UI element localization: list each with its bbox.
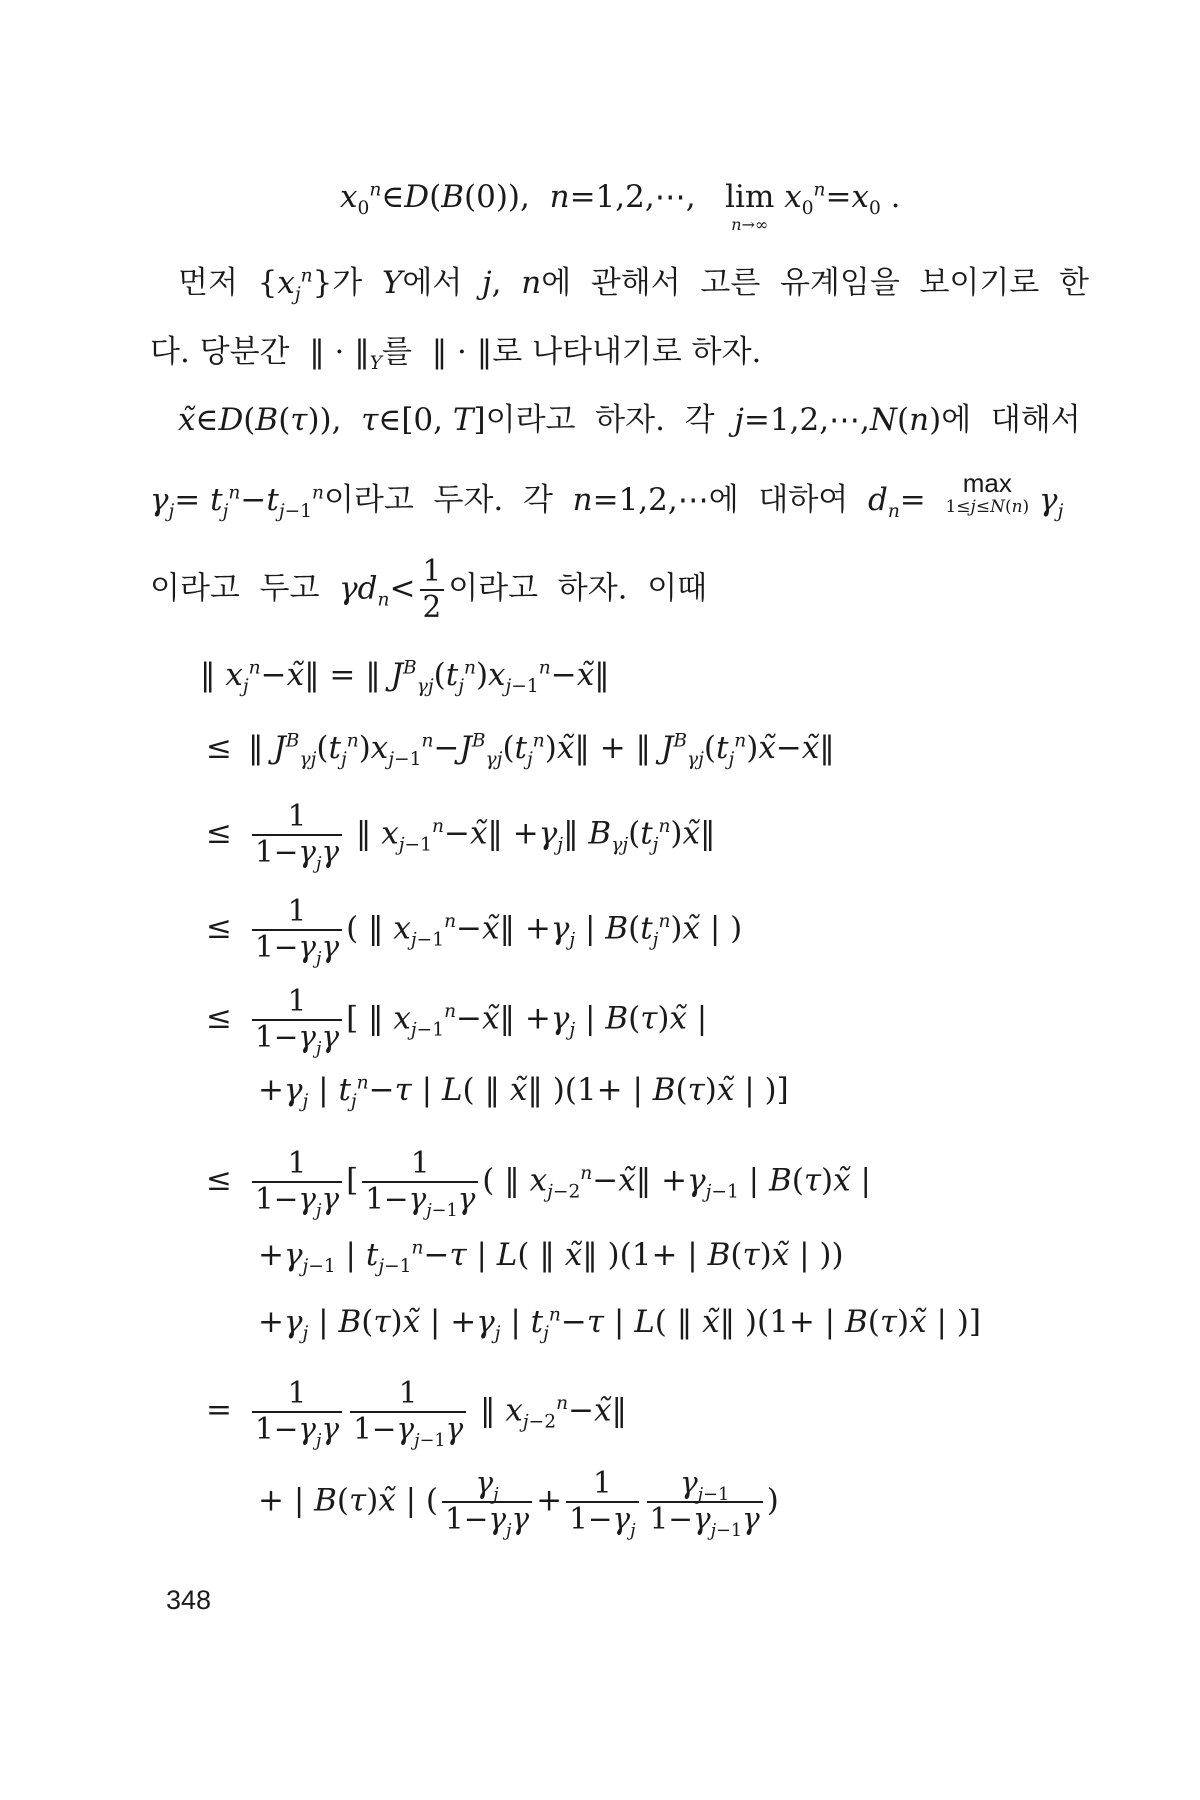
page-number: 348 [166, 1585, 212, 1615]
equation-line: ≤ $\frac{1}{1-\gamma_j\gamma}$ ( ‖ $x_{j-1}^n-x̃‖ +\gamma_j$ | $B(t_j^n)x̃$ | ) [206, 894, 743, 969]
equation-line: $+\gamma_{j-1}$ | $t_{j-1}^n-\tau$ | L( ‖ x̃‖ )(1+ | B(τ)x̃ | )) [258, 1237, 844, 1278]
equation-line: ‖ $x_j^n-x̃‖$ = ‖ $J^B_{\gamma j}(t_j^n)x_{j-1}^n-x̃‖$ [200, 657, 610, 698]
equation-line: ≤ $\frac{1}{1-\gamma_j\gamma}$ [ ‖ $x_{j-1}^n-x̃‖ +\gamma_j$ | B(τ)x̃ | [206, 984, 708, 1059]
text-paragraph-line: $\gamma_j= t_j^n-t_{j-1}^n$이라고 두자. 각 n=1,2,⋯에 대하여 $d_n=$ max 1≤j≤N(n) $\gamma_j$ [150, 468, 1064, 523]
text-paragraph-line: 이라고 두고 $\gamma d_n<$ $\frac{1}{2}$ 이라고 하자. 이때 [150, 554, 708, 624]
equation-line: $+\gamma_j$ | B(τ)x̃ | $+\gamma_j$ | $t_j^n-\tau$ | L( ‖ x̃‖ )(1+ | B(τ)x̃ | )] [258, 1304, 981, 1345]
text-paragraph-line: 먼저 $\{x_j^n\}$가 Y에서 j, n에 관해서 고른 유계임을 보이기로 한 [178, 265, 1089, 306]
equation-line: $+\gamma_j$ | $t_j^n-\tau$ | L( ‖ x̃‖ )(1+ | B(τ)x̃ | )] [258, 1072, 789, 1113]
equation-initial-data: $x_0^n\in D(B(0))$, n=1,2,⋯, lim n→∞ $x_0^n=x_0$ . [340, 179, 901, 234]
text-paragraph-line: 다. 당분간 ‖ · $‖_Y$를 ‖ · ‖로 나타내기로 하자. [150, 334, 762, 375]
equation-line: ≤ ‖ $J^B_{\gamma j}(t_j^n)x_{j-1}^n-J^B_{\gamma j}(t_j^n)x̃‖$ + ‖ $J^B_{\gamma j}(t_j^n)x̃-x̃‖$ [206, 730, 835, 771]
equation-line: = $\frac{1}{1-\gamma_j\gamma}$ $\frac{1}{1-\gamma_{j-1}\gamma}$ ‖ $x_{j-2}^n-x̃‖$ [206, 1376, 628, 1451]
equation-line: + | B(τ)x̃ | ( $\frac{\gamma_j}{1-\gamma_j\gamma}$ + $\frac{1}{1-\gamma_j}$ $\frac{\gamma_{j-1}}{1-\gamma_{j-1}\gamma}$ ) [258, 1466, 779, 1541]
text-paragraph-line: x̃∈D(B(τ)), τ∈[0, T]이라고 하자. 각 j=1,2,⋯,N(n)에 대해서 [178, 402, 1081, 438]
equation-line: ≤ $\frac{1}{1-\gamma_j\gamma}$ ‖ $x_{j-1}^n-x̃‖$ $+\gamma_j‖$ $B_{\gamma j}(t_j^n)x̃‖$ [206, 799, 716, 874]
equation-line: ≤ $\frac{1}{1-\gamma_j\gamma}$ [ $\frac{1}{1-\gamma_{j-1}\gamma}$ ( ‖ $x_{j-2}^n-x̃‖ +\gamma_{j-1}$ | B(τ)x̃ | [206, 1146, 871, 1221]
